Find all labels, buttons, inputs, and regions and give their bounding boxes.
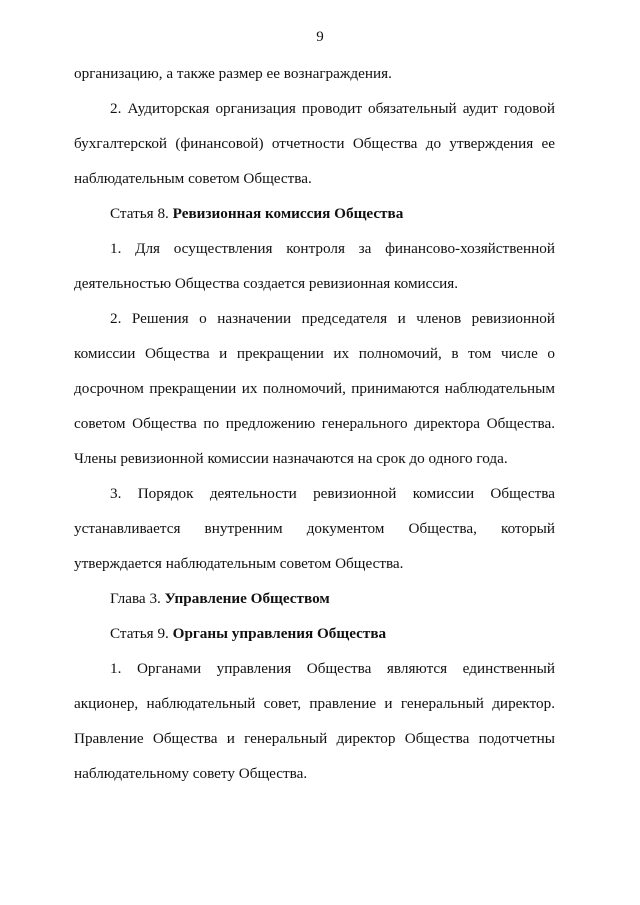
text-line: досрочном прекращении их полномочий, принимаются наблюдательным — [74, 380, 555, 397]
text-line: 1. Органами управления Общества являются единственный — [110, 660, 555, 677]
text-line: 2. Решения о назначении председателя и членов ревизионной — [110, 310, 555, 327]
article-number: Статья 9. — [110, 625, 169, 642]
text-line: Члены ревизионной комиссии назначаются на срок до одного года. — [74, 450, 508, 467]
article-title: Ревизионная комиссия Общества — [172, 205, 404, 222]
chapter-number: Глава 3. — [110, 590, 161, 607]
text-line: советом Общества по предложению генерального директора Общества. — [74, 415, 555, 432]
article-number: Статья 8. — [110, 205, 169, 222]
text-line: 1. Для осуществления контроля за финансово-хозяйственной — [110, 240, 555, 257]
article-9-heading — [74, 624, 555, 644]
text-line: бухгалтерской (финансовой) отчетности Общества до утверждения ее — [74, 135, 555, 152]
page-number: 9 — [316, 29, 324, 45]
chapter-title: Управление Обществом — [164, 590, 330, 607]
text-line: наблюдательным советом Общества. — [74, 170, 312, 187]
article-title: Органы управления Общества — [172, 625, 387, 642]
text-line: организацию, а также размер ее вознаграждения. — [74, 65, 392, 82]
text-line: устанавливается внутренним документом Общества, который — [74, 520, 555, 537]
text-line: 3. Порядок деятельности ревизионной комиссии Общества — [110, 485, 555, 502]
article-8-heading — [74, 204, 555, 224]
document-body — [74, 64, 555, 784]
text-line: наблюдательному совету Общества. — [74, 765, 308, 782]
text-line: акционер, наблюдательный совет, правление и генеральный директор. — [74, 695, 555, 712]
text-line: деятельностью Общества создается ревизионная комиссия. — [74, 275, 459, 292]
text-line: 2. Аудиторская организация проводит обязательный аудит годовой — [110, 100, 555, 117]
chapter-3-heading — [74, 589, 555, 609]
text-line: утверждается наблюдательным советом Общества. — [74, 555, 404, 572]
text-line: комиссии Общества и прекращении их полномочий, в том числе о — [74, 345, 555, 362]
text-line: Правление Общества и генеральный директор Общества подотчетны — [74, 730, 555, 747]
